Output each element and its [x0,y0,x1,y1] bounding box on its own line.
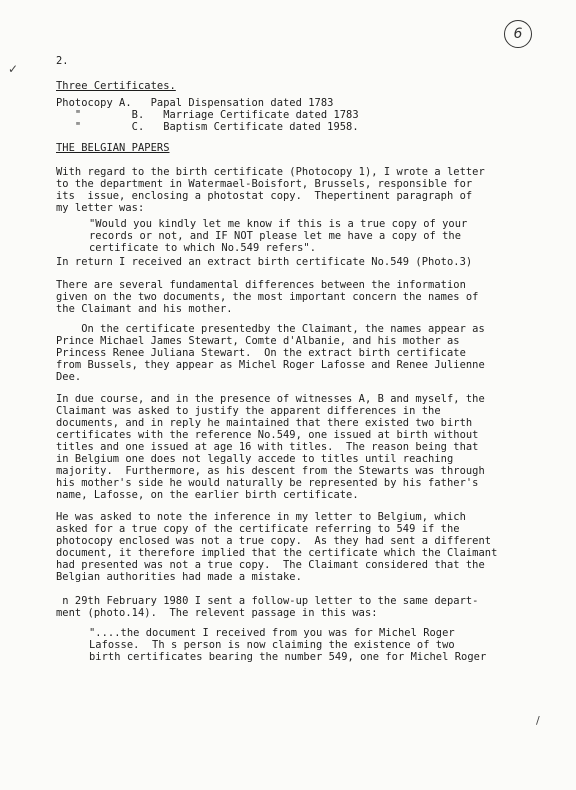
paragraph-line: to the department in Watermael-Boisfort, Brussels, responsible for [56,178,473,190]
paragraph-line: certificates with the reference No.549, one issued at birth without [56,429,479,441]
paragraph-line: In return I received an extract birth certificate No.549 (Photo.3) [56,256,473,268]
quote-line: "Would you kindly let me know if this is a true copy of your [89,218,468,230]
paragraph-line: He was asked to note the inference in my letter to Belgium, which [56,511,466,523]
paragraph-line: the Claimant and his mother. [56,303,233,315]
paragraph-line: Claimant was asked to justify the apparent differences in the [56,405,441,417]
paragraph-line: his mother's side he would naturally be represented by his father's [56,477,479,489]
paragraph-line: asked for a true copy of the certificate referring to 549 if the [56,523,460,535]
margin-mark: / [536,714,540,727]
paragraph-line: Dee. [56,371,82,383]
paragraph-line: had presented was not a true copy. The Claimant considered that the [56,559,485,571]
certificate-a: Photocopy A. Papal Dispensation dated 1783 [56,97,334,109]
paragraph-line: ment (photo.14). The relevent passage in this was: [56,607,378,619]
paragraph-line: given on the two documents, the most important concern the names of [56,291,479,303]
paragraph-line: from Bussels, they appear as Michel Roger Lafosse and Renee Julienne [56,359,485,371]
paragraph-line: photocopy enclosed was not a true copy. As they had sent a different [56,535,492,547]
paragraph-line: document, it therefore implied that the certificate which the Claimant [56,547,498,559]
page-number-circle: 6 [504,20,532,48]
section-heading-certificates: Three Certificates. [56,80,176,92]
paragraph-line: Belgian authorities had made a mistake. [56,571,302,583]
paragraph-line: There are several fundamental differences between the information [56,279,466,291]
quote-line: birth certificates bearing the number 549, one for Michel Roger [89,651,487,663]
paragraph-line: In due course, and in the presence of witnesses A, B and myself, the [56,393,485,405]
paragraph-line: On the certificate presentedby the Claimant, the names appear as [56,323,485,335]
paragraph-line: With regard to the birth certificate (Photocopy 1), I wrote a letter [56,166,485,178]
certificate-c: " C. Baptism Certificate dated 1958. [56,121,359,133]
quote-line: Lafosse. Th s person is now claiming the existence of two [89,639,455,651]
page-label: 2. [56,55,69,67]
margin-mark: ✓ [8,62,19,76]
quote-line: certificate to which No.549 refers". [89,242,317,254]
paragraph-line: Princess Renee Juliana Stewart. On the extract birth certificate [56,347,466,359]
quote-line: records or not, and IF NOT please let me have a copy of the [89,230,462,242]
paragraph-line: name, Lafosse, on the earlier birth certificate. [56,489,359,501]
quote-line: "....the document I received from you was for Michel Roger [89,627,455,639]
paragraph-line: Prince Michael James Stewart, Comte d'Albanie, and his mother as [56,335,460,347]
paragraph-line: in Belgium one does not legally accede to titles until reaching [56,453,454,465]
paragraph-line: titles and one issued at age 16 with titles. The reason being that [56,441,479,453]
paragraph-line: my letter was: [56,202,145,214]
certificate-b: " B. Marriage Certificate dated 1783 [56,109,359,121]
section-heading-belgian-papers: THE BELGIAN PAPERS [56,142,170,154]
paragraph-line: documents, and in reply he maintained that there existed two birth [56,417,473,429]
paragraph-line: its issue, enclosing a photostat copy. Thepertinent paragraph of [56,190,473,202]
paragraph-line: n 29th February 1980 I sent a follow-up letter to the same depart- [56,595,479,607]
paragraph-line: majority. Furthermore, as his descent from the Stewarts was through [56,465,485,477]
